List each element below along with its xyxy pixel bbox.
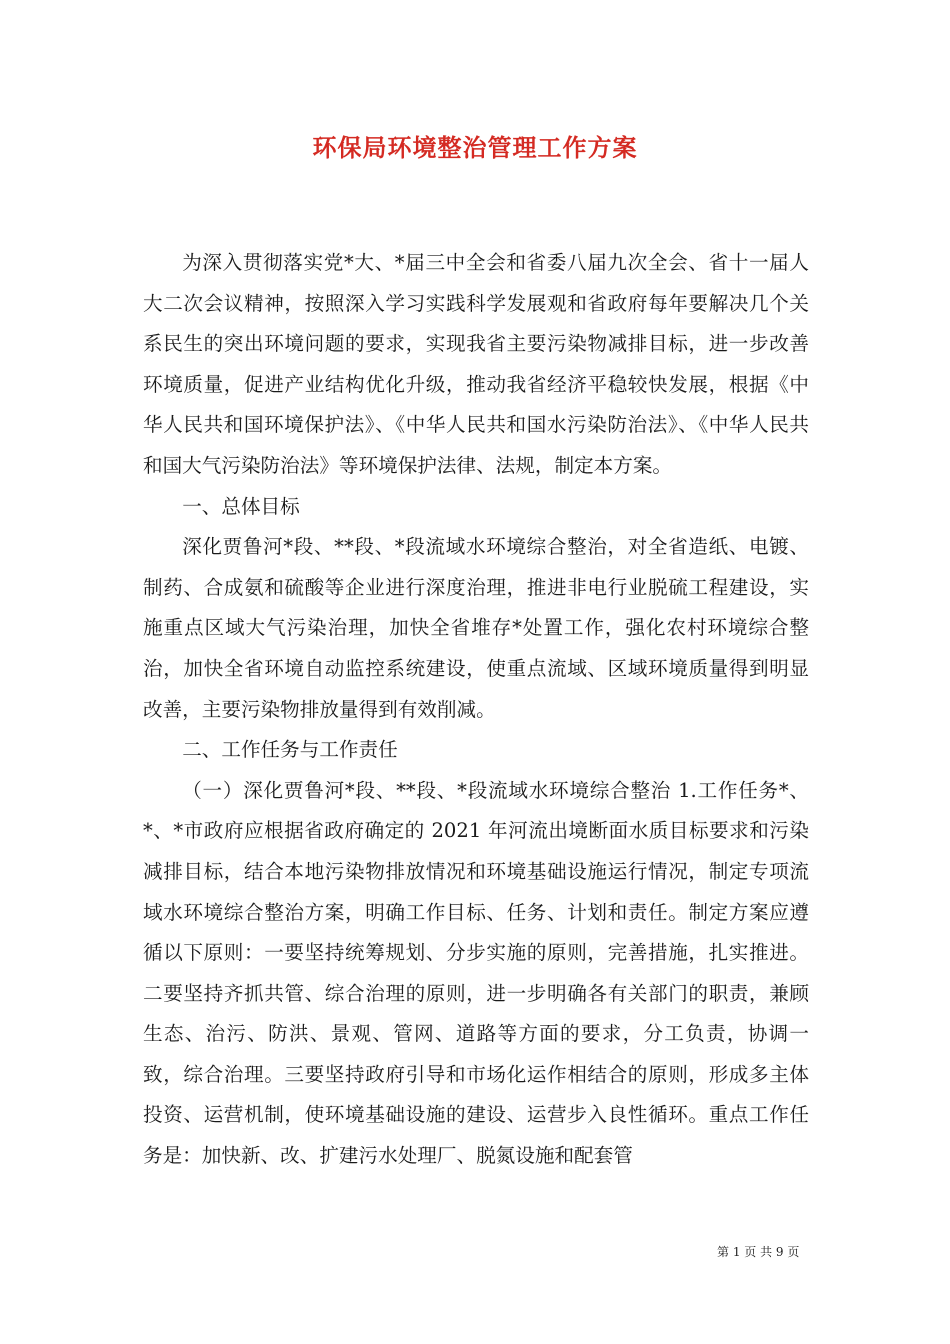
page-number: 第 1 页 共 9 页 (717, 1245, 800, 1259)
section-heading-tasks: 二、工作任务与工作责任 (182, 738, 398, 762)
document-body (143, 243, 809, 1177)
document-title: 环保局环境整治管理工作方案 (312, 133, 638, 162)
intro-paragraph: 为深入贯彻落实党*大、*届三中全会和省委八届九次全会、省十一届人大二次会议精神，按照深入学习实践科学发展观和省政府每年要解决几个关系民生的突出环境问题的要求，实现我省主要污染物减排目标，进一步改善环境质量，促进产业结构优化升级，推动我省经济平稳较快发展，根据《中华人民共和国环境保护法》、《中华人民共和国水污染防治法》、《中华人民共和国大气污染防治法》等环境保护法律、法规，制定本方案。 (143, 251, 809, 477)
section-heading-overall-goal: 一、总体目标 (182, 494, 300, 518)
overall-goal-paragraph: 深化贾鲁河*段、**段、*段流域水环境综合整治，对全省造纸、电镀、制药、合成氨和硫酸等企业进行深度治理，推进非电行业脱硫工程建设，实施重点区域大气污染治理，加快全省堆存*处置工作，强化农村环境综合整治，加快全省环境自动监控系统建设，使重点流域、区域环境质量得到明显改善，主要污染物排放量得到有效削减。 (143, 535, 809, 721)
tasks-paragraph: （一）深化贾鲁河*段、**段、*段流域水环境综合整治 1.工作任务*、*、*市政府应根据省政府确定的 2021 年河流出境断面水质目标要求和污染减排目标，结合本地污染物排放情况和环境基础设施运行情况，制定专项流域水环境综合整治方案，明确工作目标、任务、计划和责任。制定方案应遵循以下原则：一要坚持统筹规划、分步实施的原则，完善措施，扎实推进。二要坚持齐抓共管、综合治理的原则，进一步明确各有关部门的职责，兼顾生态、治污、防洪、景观、管网、道路等方面的要求，分工负责，协调一致，综合治理。三要坚持政府引导和市场化运作相结合的原则，形成多主体投资、运营机制，使环境基础设施的建设、运营步入良性循环。重点工作任务是：加快新、改、扩建污水处理厂、脱氮设施和配套管 (143, 778, 809, 1168)
